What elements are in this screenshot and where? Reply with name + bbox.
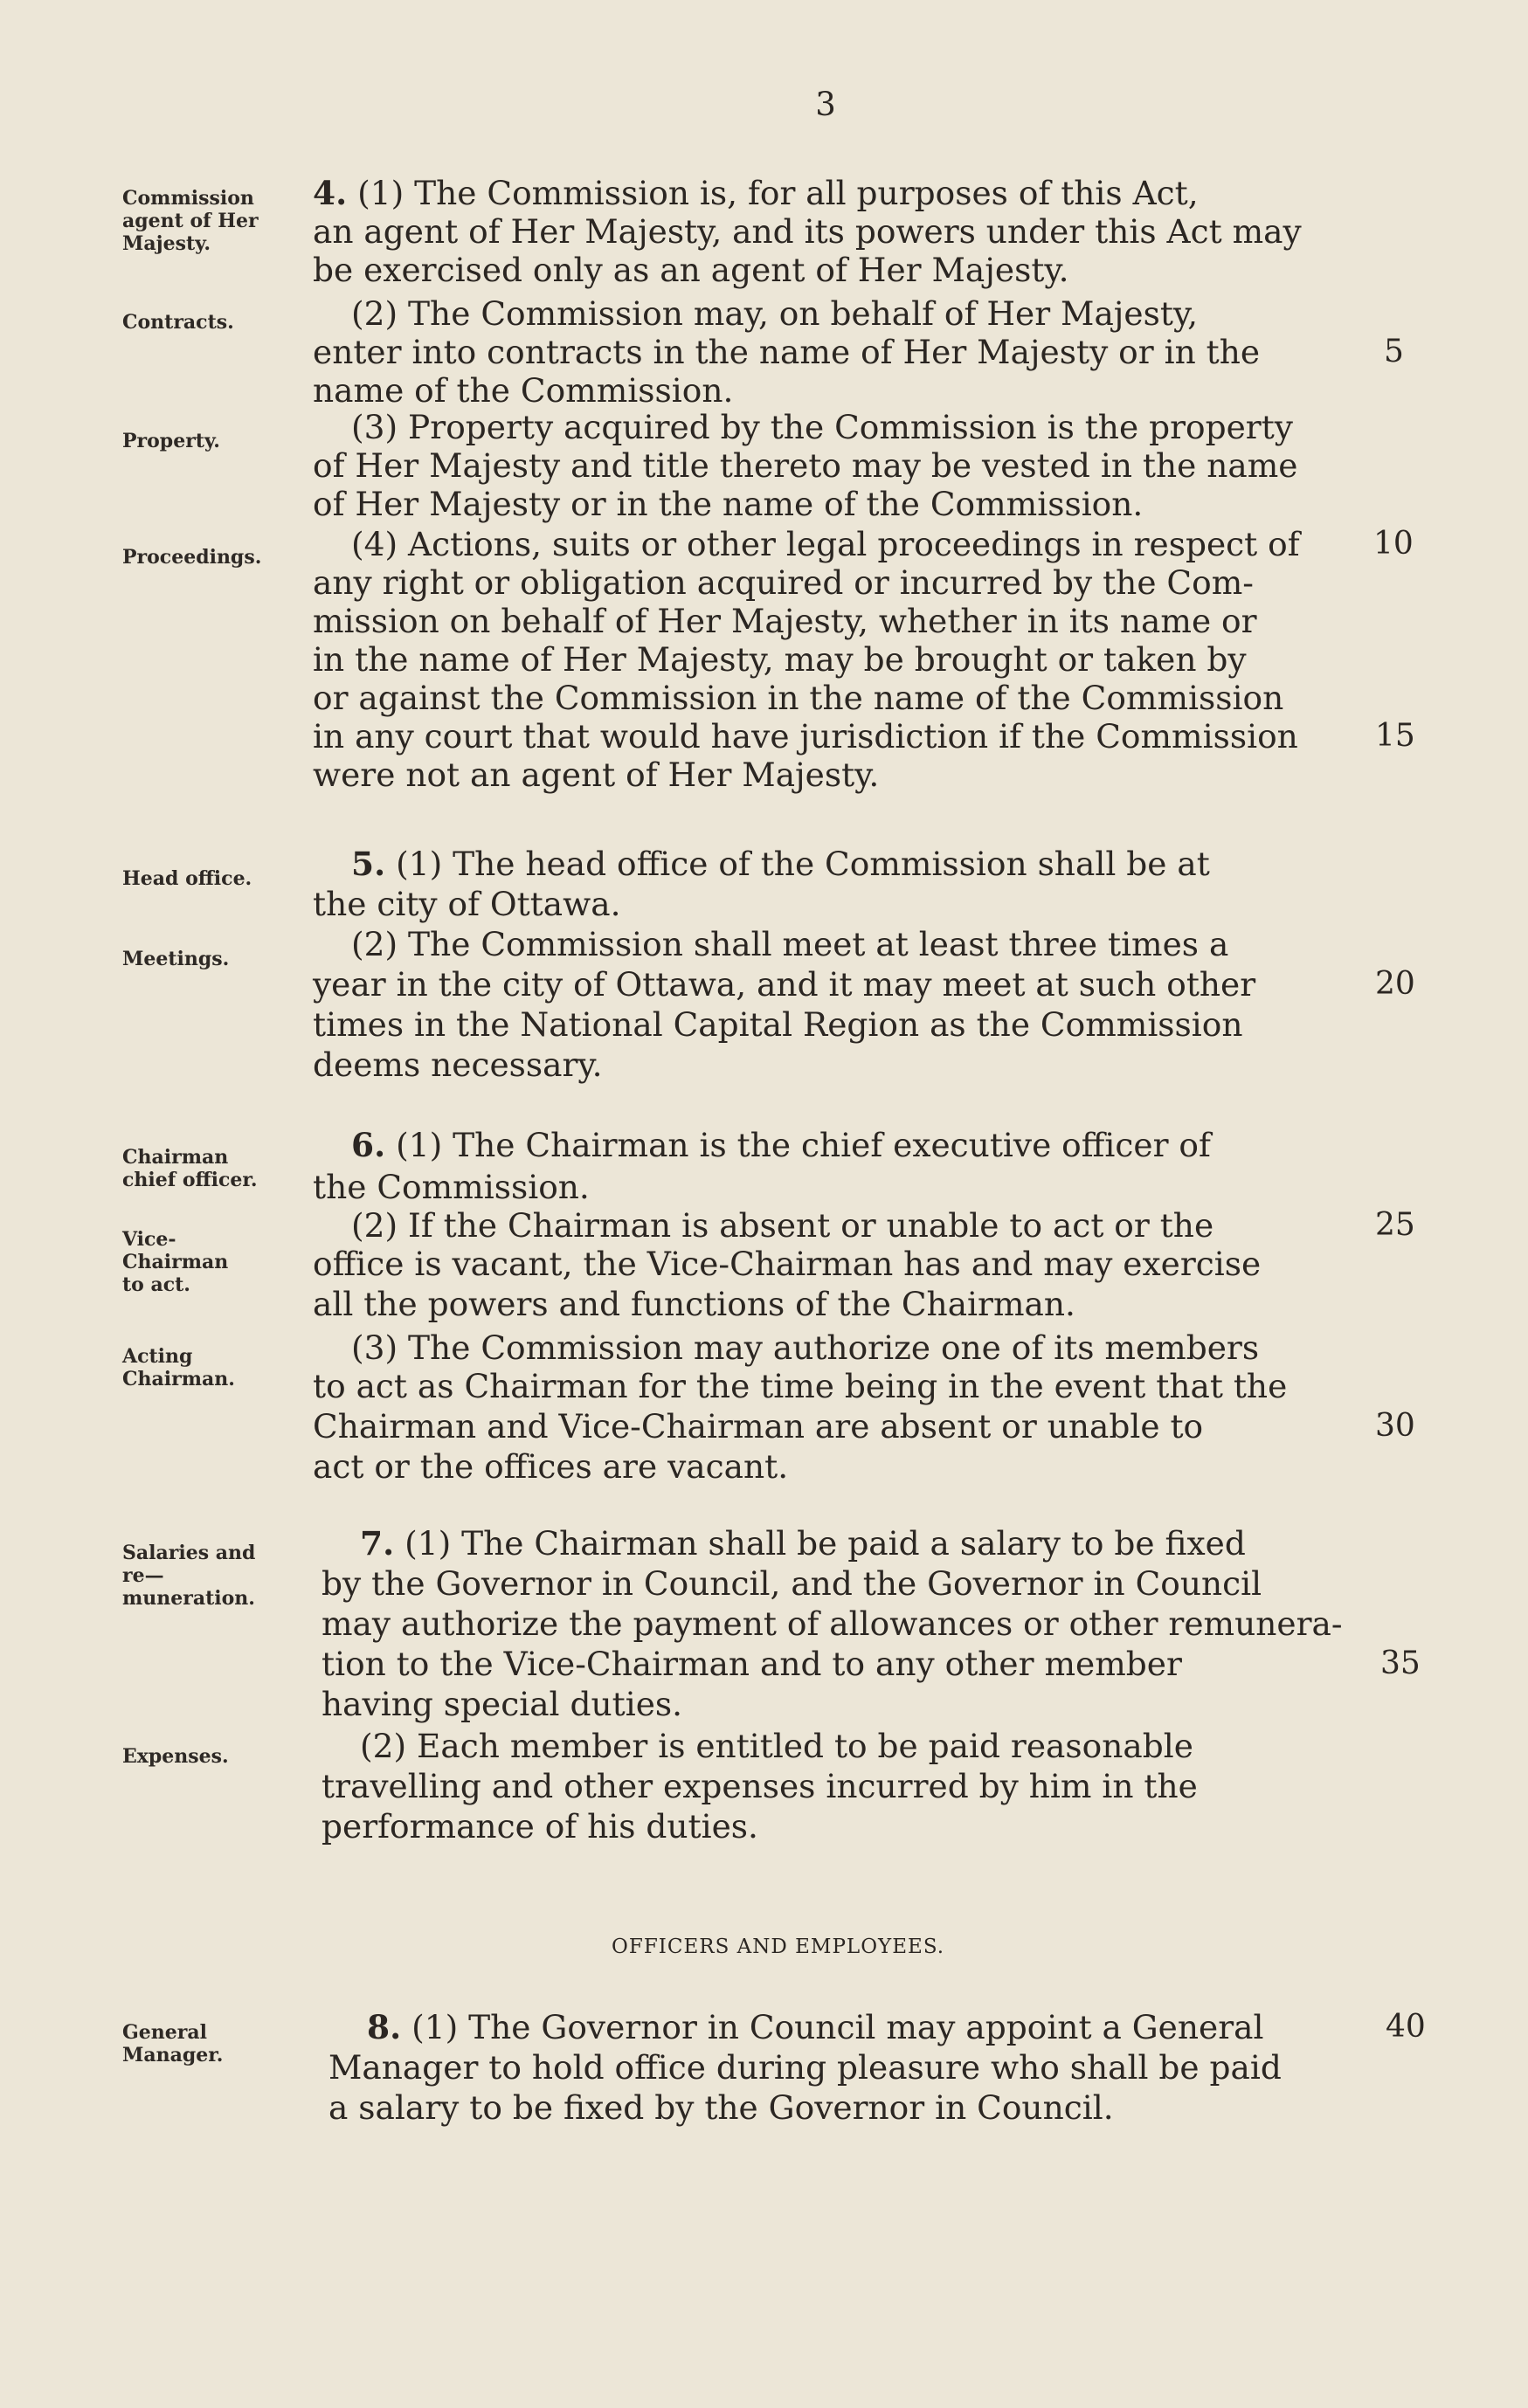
text-line: a salary to be fixed by the Governor in Council.: [328, 2088, 1114, 2127]
text-line: or against the Commission in the name of the Commission: [313, 679, 1284, 717]
text-line: 7. (1) The Chairman shall be paid a salary to be fixed: [360, 1524, 1246, 1563]
text-line: in the name of Her Majesty, may be brought or taken by: [313, 640, 1247, 679]
text-line: tion to the Vice-Chairman and to any other member: [322, 1645, 1182, 1683]
text-line: name of the Commission.: [313, 371, 734, 410]
text-line: year in the city of Ottawa, and it may meet at such other: [313, 965, 1256, 1004]
text-line: may authorize the payment of allowances or other remunera-: [322, 1604, 1343, 1643]
margin-note-contracts: Contracts.: [122, 311, 234, 334]
margin-note-commission-agent: Commission agent of Her Majesty.: [122, 187, 259, 255]
text-line: deems necessary.: [313, 1045, 603, 1084]
margin-note-vice-chairman: Vice-Chairman to act.: [122, 1228, 229, 1296]
line-number: 5: [1384, 334, 1404, 369]
line-number: 15: [1375, 718, 1415, 754]
text-line: the city of Ottawa.: [313, 885, 621, 923]
page-number: 3: [815, 86, 836, 123]
line-number: 25: [1375, 1207, 1415, 1243]
section-heading: OFFICERS AND EMPLOYEES.: [612, 1935, 945, 1958]
text-line: (2) The Commission shall meet at least three times a: [351, 925, 1229, 963]
margin-note-head-office: Head office.: [122, 867, 252, 890]
text-line: office is vacant, the Vice-Chairman has and may exercise: [313, 1245, 1262, 1283]
text-line: the Commission.: [313, 1168, 590, 1206]
text-line: an agent of Her Majesty, and its powers under this Act may: [313, 212, 1302, 251]
margin-note-meetings: Meetings.: [122, 948, 230, 970]
text-line: 8. (1) The Governor in Council may appoint a General: [367, 2008, 1264, 2046]
text-line: mission on behalf of Her Majesty, whether in its name or: [313, 602, 1257, 640]
text-line: (4) Actions, suits or other legal proceedings in respect of: [351, 525, 1300, 563]
margin-note-proceedings: Proceedings.: [122, 546, 262, 569]
text-line: to act as Chairman for the time being in the event that the: [313, 1367, 1288, 1405]
text-line: 5. (1) The head office of the Commission shall be at: [351, 845, 1210, 883]
text-line: Chairman and Vice-Chairman are absent or unable to: [313, 1407, 1204, 1445]
margin-note-expenses: Expenses.: [122, 1745, 229, 1768]
line-number: 10: [1373, 526, 1414, 562]
line-number: 35: [1380, 1646, 1421, 1681]
margin-note-chairman-chief-officer: Chairman chief officer.: [122, 1146, 258, 1191]
margin-note-property: Property.: [122, 430, 220, 452]
line-number: 20: [1375, 966, 1415, 1002]
text-line: were not an agent of Her Majesty.: [313, 756, 880, 794]
text-line: times in the National Capital Region as the Commission: [313, 1005, 1243, 1044]
margin-note-salaries: Salaries and re—muneration.: [122, 1542, 256, 1610]
text-line: enter into contracts in the name of Her Majesty or in the: [313, 333, 1261, 371]
text-line: all the powers and functions of the Chairman.: [313, 1285, 1075, 1323]
text-line: act or the offices are vacant.: [313, 1447, 789, 1486]
text-line: any right or obligation acquired or incurred by the Com-: [313, 563, 1254, 602]
text-line: Manager to hold office during pleasure who shall be paid: [328, 2048, 1282, 2087]
text-line: 4. (1) The Commission is, for all purposes of this Act,: [313, 174, 1199, 212]
text-line: 6. (1) The Chairman is the chief executive officer of: [351, 1126, 1211, 1164]
text-line: be exercised only as an agent of Her Majesty.: [313, 251, 1069, 289]
text-line: by the Governor in Council, and the Governor in Council: [322, 1564, 1262, 1603]
line-number: 40: [1386, 2009, 1426, 2045]
section-number: 5.: [351, 845, 386, 883]
text-line: (3) The Commission may authorize one of its members: [351, 1328, 1260, 1367]
text-line: (2) Each member is entitled to be paid reasonable: [360, 1727, 1193, 1765]
margin-note-acting-chairman: Acting Chairman.: [122, 1345, 235, 1390]
section-number: 4.: [313, 174, 348, 212]
text-line: performance of his duties.: [322, 1807, 758, 1846]
section-number: 7.: [360, 1524, 395, 1563]
text-line: of Her Majesty or in the name of the Commission.: [313, 485, 1144, 523]
text-line: travelling and other expenses incurred by him in the: [322, 1767, 1198, 1805]
section-number: 6.: [351, 1126, 386, 1164]
text-line: (2) If the Chairman is absent or unable to act or the: [351, 1206, 1214, 1245]
text-line: (3) Property acquired by the Commission is the property: [351, 408, 1293, 446]
margin-note-general-manager: General Manager.: [122, 2021, 224, 2066]
line-number: 30: [1375, 1408, 1415, 1444]
text-line: in any court that would have jurisdiction if the Commission: [313, 717, 1298, 756]
text-line: of Her Majesty and title thereto may be vested in the name: [313, 446, 1298, 485]
section-number: 8.: [367, 2008, 402, 2046]
text-line: having special duties.: [322, 1685, 683, 1723]
text-line: (2) The Commission may, on behalf of Her Majesty,: [351, 294, 1199, 333]
